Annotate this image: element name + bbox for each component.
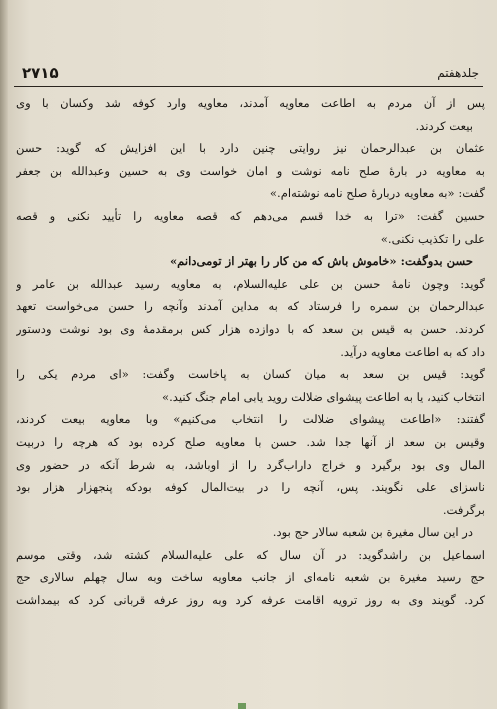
text-line: عبدالرحمان بن سمره را فرستاد که به مداین آمدند وآنچه را حسن می‌خواست تعهد xyxy=(16,299,485,314)
text-line: انتخاب کنید، یا به اطاعت پیشوای ضلالت روید یابی امام جنگ کنید.» xyxy=(161,389,485,404)
text-line: حسن بدوگفت: «خاموش باش که من کار را بهتر از تومی‌دانم» xyxy=(169,254,473,269)
text-line: گوید: وچون نامهٔ حسن بن علی علیه‌السلام، به معاویه رسید عبدالله بن عامر و xyxy=(16,276,485,291)
text-line: بیعت کردند. xyxy=(415,118,473,133)
text-line: گفت: «به معاویه دربارهٔ صلح نامه نوشته‌ام.» xyxy=(269,186,485,201)
text-line: داد که به اطاعت معاویه درآید. xyxy=(340,344,485,359)
text-line: برگرفت. xyxy=(442,502,485,517)
volume-title: جلدهفتم xyxy=(437,66,479,80)
text-line: حج رسید مغیرة بن شعبه نامه‌ای از جانب معاویه ساخت وبه سال چهلم سالاری حج xyxy=(16,570,485,585)
text-line: المال وی بود برگیرد و خراج داراب‌گرد را از اوباشد، به شرط آنکه در حضور وی xyxy=(16,457,485,472)
page-number: ۲۷۱۵ xyxy=(22,64,59,82)
page-header xyxy=(14,64,483,86)
text-line: در این سال مغیرة بن شعبه سالار حج بود. xyxy=(272,525,473,540)
text-line: حسین گفت: «ترا به خدا قسم می‌دهم که قصه معاویه را تأیید نکنی و قصه xyxy=(16,208,485,223)
text-line: پس از آن مردم به اطاعت معاویه آمدند، معاویه وارد کوفه شد وکسان با وی xyxy=(16,96,485,110)
text-line: وقیس بن سعد از آنها جدا شد. حسن با معاویه صلح کرده بود که هرچه را دربیت xyxy=(16,434,485,449)
header-rule xyxy=(14,86,483,87)
page-body-text xyxy=(16,92,485,612)
text-line: گفتند: «اطاعت پیشوای ضلالت را انتخاب می‌کنیم» وبا معاویه بیعت کردند، xyxy=(16,412,485,427)
text-line: اسماعیل بن راشدگوید: در آن سال که علی علیه‌السلام کشته شد، وقتی موسم xyxy=(16,547,485,562)
scanner-mark xyxy=(238,703,246,709)
page-gutter-shadow xyxy=(0,0,8,709)
text-line: کرد. گویند وی به روز ترویه اقامت عرفه کرد وبه روز عرفه قربانی کرد که بیمداشت xyxy=(16,593,485,608)
text-line: عثمان بن عبدالرحمان نیز روایتی چنین دارد با این افزایش که گوید: حسن xyxy=(16,141,485,156)
text-line: گوید: قیس بن سعد به میان کسان به پاخاست وگفت: «ای مردم یکی را xyxy=(16,367,485,382)
text-line: علی را تکذیب نکنی.» xyxy=(380,231,485,246)
text-line: ناسزای علی نگویند. پس، آنچه را در بیت‌المال کوفه بودکه پنجهزار هزار بود xyxy=(16,480,485,495)
text-line: به معاویه در بارهٔ صلح نامه نوشت و امان خواست وی به حسین وعبدالله بن جعفر xyxy=(16,163,485,178)
text-line: کردند. حسن به قیس بن سعد که با دوازده هزار کس برمقدمهٔ وی بود نوشت ودستور xyxy=(16,321,485,336)
